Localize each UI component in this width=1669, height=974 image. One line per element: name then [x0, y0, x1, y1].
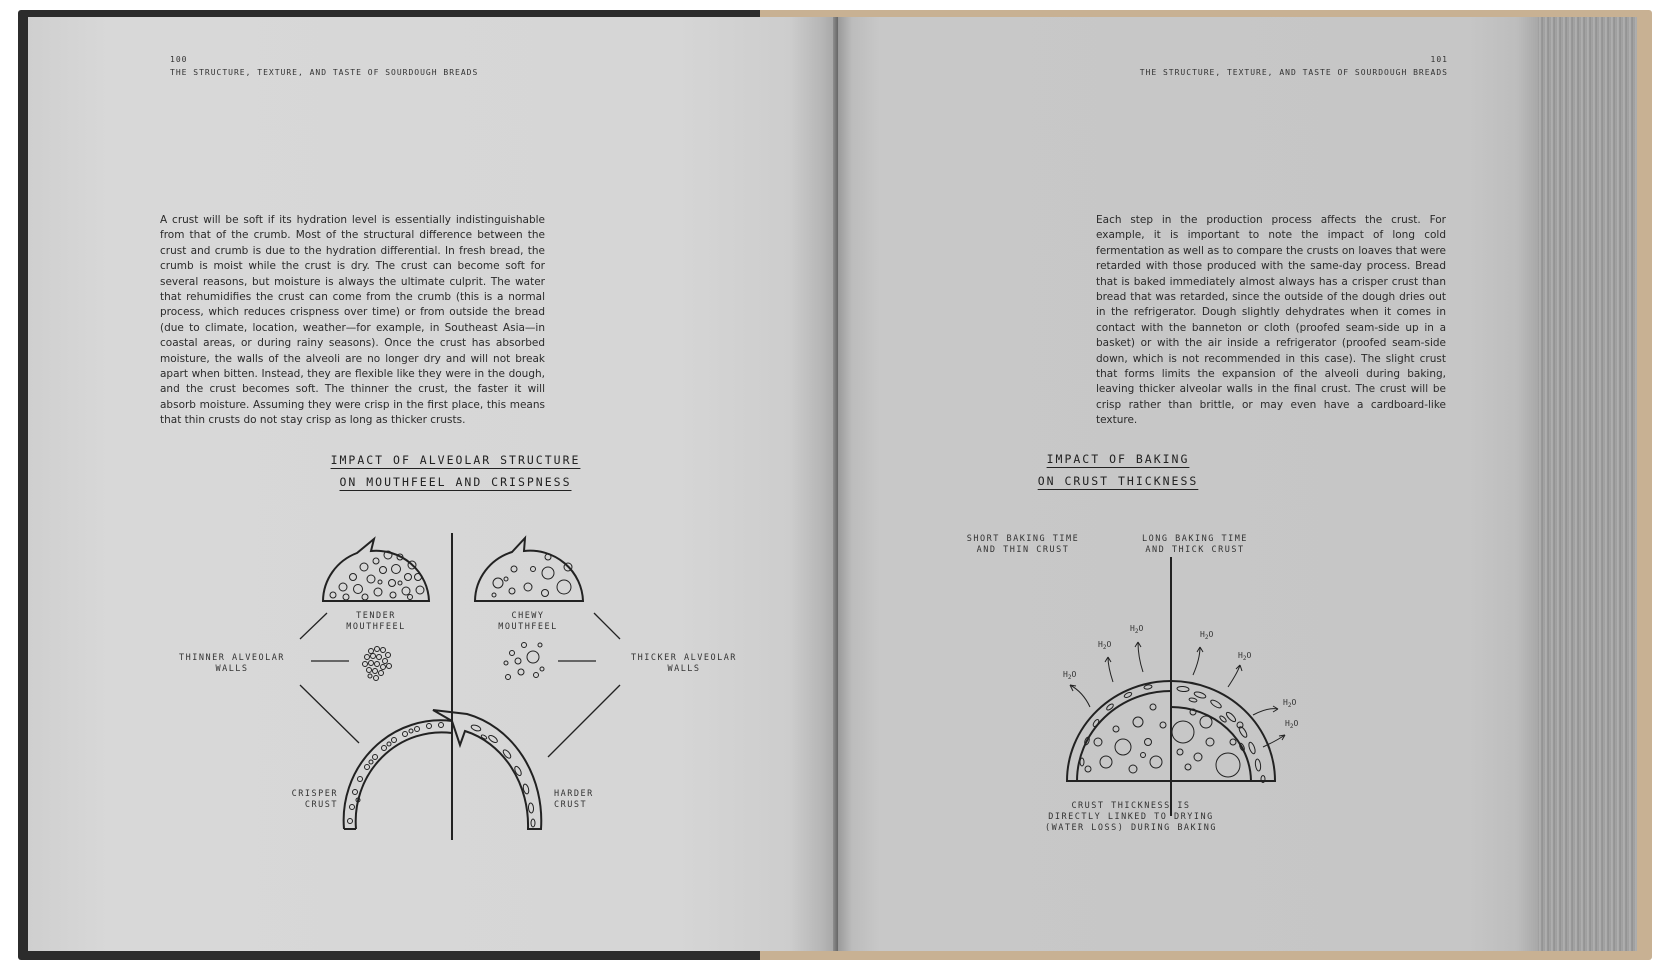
thinner-alveolar-walls-label: THINNER ALVEOLAR WALLS — [179, 653, 285, 674]
harder-crust-label: HARDER CRUST — [554, 789, 594, 810]
crisper-crust-label: CRISPER CRUST — [291, 789, 338, 810]
chewy-mouthfeel-label: CHEWY MOUTHFEEL — [498, 611, 558, 632]
right-running-title: THE STRUCTURE, TEXTURE, AND TASTE OF SOURDOUGH BREADS — [1139, 68, 1448, 77]
right-figure-title-line1: IMPACT OF BAKING — [1046, 452, 1190, 466]
left-page — [28, 17, 838, 951]
crisper-crust-arc — [344, 720, 452, 829]
h2o-label: $H_2O$ — [1200, 630, 1214, 641]
h2o-label: $H_2O$ — [1238, 651, 1252, 662]
tender-mouthfeel-label: TENDER MOUTHFEEL — [346, 611, 406, 632]
thicker-alveolar-walls-label: THICKER ALVEOLAR WALLS — [631, 653, 737, 674]
h2o-label: $H_2O$ — [1063, 670, 1077, 681]
chewy-crumb-dome — [475, 538, 583, 601]
right-figure-title-line2: ON CRUST THICKNESS — [1037, 474, 1199, 488]
right-page-number: 101 — [1430, 55, 1448, 64]
h2o-label: $H_2O$ — [1285, 719, 1299, 730]
left-running-title: THE STRUCTURE, TEXTURE, AND TASTE OF SOURDOUGH BREADS — [170, 68, 479, 77]
h2o-label: $H_2O$ — [1283, 698, 1297, 709]
h2o-labels — [1063, 624, 1298, 730]
harder-crust-arc — [433, 710, 541, 829]
h2o-label: $H_2O$ — [1098, 640, 1112, 651]
long-baking-time-label: LONG BAKING TIME AND THICK CRUST — [1142, 534, 1248, 555]
short-baking-time-label: SHORT BAKING TIME AND THIN CRUST — [966, 534, 1080, 555]
right-body-paragraph: Each step in the production process affects the crust. For example, it is important to note the impact of long cold fermentation as well as to compare the crusts on loaves that were retarded with those produced with the same-day process. Bread that is baked immediately almost always has a crisper crust than bread that was retarded, since the outside of the dough dries out in the refrigerator. Dough slightly dehydrates when it comes in contact with the banneton or cloth (proofed seam-side up in a basket) or with the air inside a refrigerator (proofed seam-side down, which is not recommended in this case). The slight crust that forms limits the expansion of the alveoli during baking, leaving thicker alveolar walls in the final crust. The crust will be crisp rather than brittle, or may even have a cardboard-like texture. — [1096, 214, 1446, 427]
alveolar-structure-diagram — [28, 17, 838, 951]
right-page — [838, 17, 1538, 951]
page-edges — [1532, 17, 1637, 951]
left-body-paragraph: A crust will be soft if its hydration level is essentially indistinguishable from that of the crumb. Most of the structural difference between the crust and crumb is due to the hydration differential. In fresh bread, the crumb is moist while the crust is dry. The crust can become soft for several reasons, but moisture is always the ultimate culprit. The water that rehumidifies the crust can come from the crumb (this is a normal process, which reduces crispness over time) or from outside the bread (due to climate, location, weather—for example, in Southeast Asia—in coastal areas, or during rainy seasons). Once the crust has absorbed moisture, the walls of the alveoli are no longer dry and will not break apart when bitten. Instead, they are flexible like they were in the dough, and the crust becomes soft. The thinner the crust, the faster it will absorb moisture. Assuming they were crisp in the first place, this means that thin crusts do not stay crisp as long as thicker crusts. — [160, 214, 545, 427]
left-page-number: 100 — [170, 55, 188, 64]
left-figure-title-line2: ON MOUTHFEEL AND CRISPNESS — [339, 475, 572, 489]
tender-crumb-dome — [323, 539, 429, 601]
h2o-label: $H_2O$ — [1130, 624, 1144, 635]
left-figure-title-line1: IMPACT OF ALVEOLAR STRUCTURE — [330, 453, 581, 467]
crust-thickness-caption: CRUST THICKNESS IS DIRECTLY LINKED TO DRYING (WATER LOSS) DURING BAKING — [1044, 801, 1218, 833]
